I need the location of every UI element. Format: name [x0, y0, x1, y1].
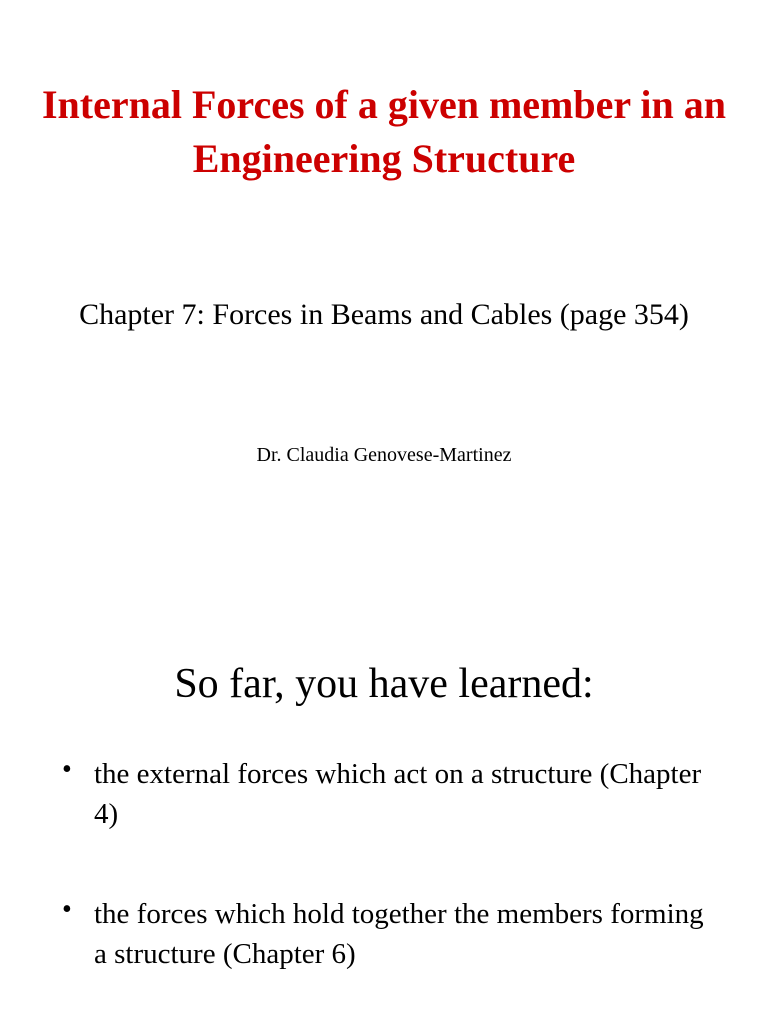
slide-subtitle: Chapter 7: Forces in Beams and Cables (page 354) [79, 298, 689, 331]
list-item [60, 894, 720, 974]
bullet-text: the external forces which act on a structure (Chapter 4) [94, 758, 702, 830]
list-item [60, 754, 720, 834]
content-slide [0, 512, 768, 1024]
bullet-icon: • [62, 754, 72, 785]
author-name: Dr. Claudia Genovese-Martinez [256, 444, 512, 466]
bullet-list [60, 754, 720, 1034]
bullet-icon: • [62, 894, 72, 925]
slide-title: Internal Forces of a given member in an Engineering Structure [41, 82, 726, 181]
slide-heading: So far, you have learned: [174, 661, 594, 707]
title-slide [0, 0, 768, 512]
bullet-text: the forces which hold together the members forming a structure (Chapter 6) [94, 898, 704, 970]
